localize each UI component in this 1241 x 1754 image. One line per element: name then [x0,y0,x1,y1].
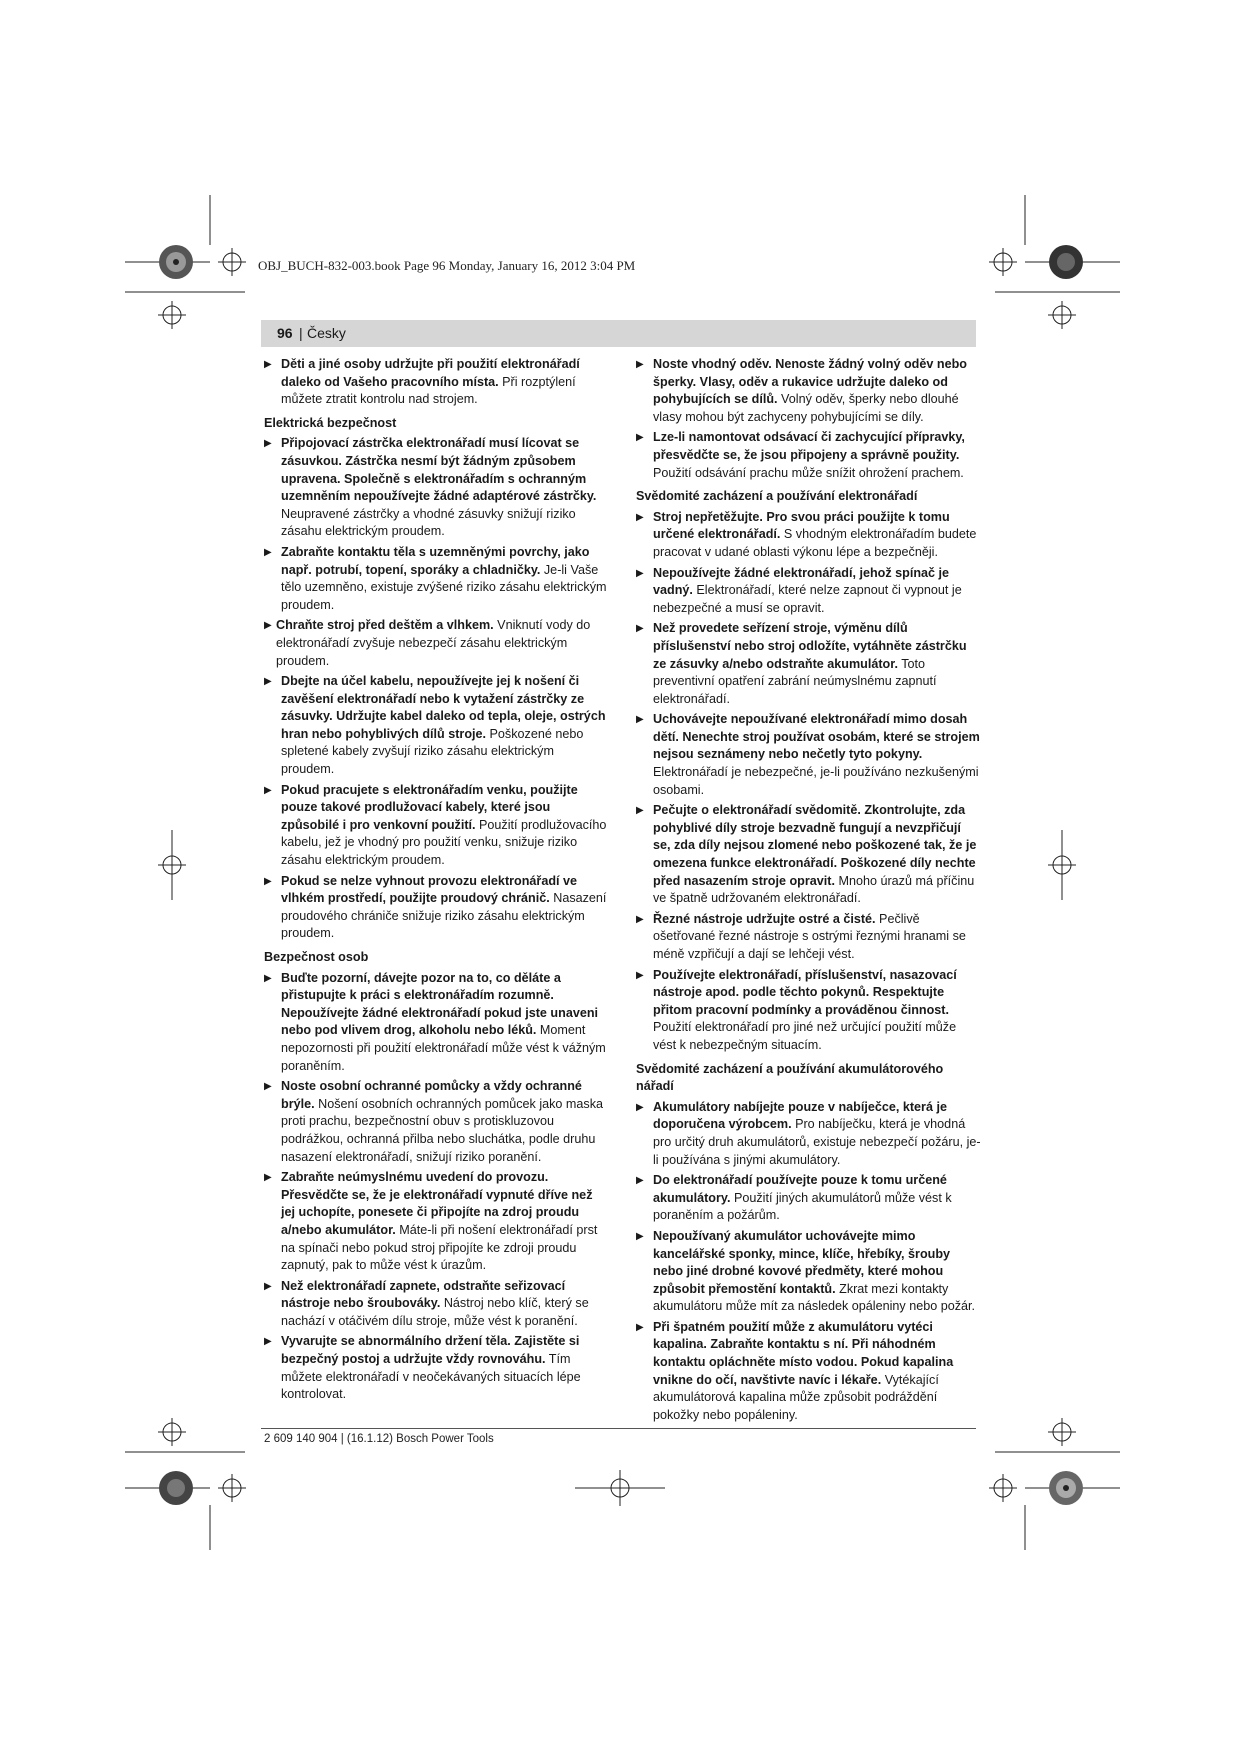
page-header-bar [261,320,976,347]
page-number: 96 [277,325,293,341]
item-bold: Děti a jiné osoby udržujte při použití elektronářadí daleko od Vašeho pracovního místa. [281,357,580,389]
item-text: Vytékající akumulátorová kapalina může způsobit podráždění pokožky nebo popáleniny. [653,1372,939,1422]
item-text: Elektronářadí je nebezpečné, je-li používáno nezkušenými osobami. [653,765,979,797]
item-bold: Lze-li namontovat odsávací či zachycující přípravky, přesvědčte se, že jsou připojeny a správně použity. [653,430,965,462]
list-item [636,1319,981,1425]
section-heading: Svědomité zacházení a používání akumulátorového nářadí [636,1061,944,1094]
item-bold: Uchovávejte nepoužívané elektronářadí mimo dosah dětí. Nenechte stroj používat osobám, které se strojem nejsou seznámeny nebo nečetly tyto pokyny. [653,712,980,762]
item-text: Vniknutí vody do elektronářadí zvyšuje nebezpečí zásahu elektrickým proudem. [276,618,591,668]
item-bold: Řezné nástroje udržujte ostré a čisté. [653,911,876,926]
item-bold: Než elektronářadí zapnete, odstraňte seřizovací nástroje nebo šroubováky. [281,1278,566,1311]
item-bold: Nepoužívaný akumulátor uchovávejte mimo kancelářské sponky, mince, klíče, hřebíky, šrouby nebo jiné drobné kovové předměty, které mohou způsobit přemostění kontaktů. [653,1228,951,1296]
footer-rule [261,1428,976,1429]
item-text: Máte-li při nošení elektronářadí prst na spínači nebo pokud stroj připojíte ke zdroji proudu zapnutý, pak to může vést k úrazům. [281,1222,598,1273]
item-bold: Akumulátory nabíjejte pouze v nabíječce, která je doporučena výrobcem. [653,1099,947,1132]
item-text: Použití elektronářadí pro jiné než určující použití může vést k nebezpečným situacím. [653,1020,957,1052]
item-bold: Pečujte o elektronářadí svědomitě. Zkontrolujte, zda pohyblivé díly stroje bezvadně fungují a nevzpřičují se, zda díly nejsou zlomené nebo poškozené tak, že je omezena funkce elektronářadí. Poškozené díly nechte před nasazením stroje opravit. [653,803,977,888]
bullet-icon: ▶ [636,432,644,444]
item-text: Volný oděv, šperky nebo dlouhé vlasy mohou být zachyceny pohybujícími se díly. [653,392,959,424]
bullet-icon: ▶ [636,1230,644,1242]
item-bold: Nepoužívejte žádné elektronářadí, jehož spínač je vadný. [653,565,950,598]
list-item [264,782,609,870]
bullet-icon: ▶ [264,1336,272,1348]
bullet-icon: ▶ [264,1081,272,1093]
bullet-icon: ▶ [636,714,644,726]
bullet-icon: ▶ [636,913,644,925]
item-bold: Používejte elektronářadí, příslušenství, nasazovací nástroje apod. podle těchto pokynů. Respektujte přitom pracovní podmínky a prováděnou činnost. [653,967,957,1017]
list-item [264,435,609,541]
bullet-icon: ▶ [264,1172,272,1184]
section-heading: Elektrická bezpečnost [264,415,397,430]
item-text: Při rozptýlení můžete ztratit kontrolu nad strojem. [281,374,576,407]
left-column [264,356,609,1407]
item-text: Moment nepozornosti při použití elektronářadí může vést k vážným poraněním. [281,1023,606,1073]
item-text: Elektronářadí, které nelze zapnout či vypnout je nebezpečné a musí se opravit. [653,583,962,615]
bullet-icon: ▶ [636,969,644,981]
list-item [636,967,981,1055]
item-bold: Pokud se nelze vyhnout provozu elektronářadí ve vlhkém prostředí, použijte proudový chránič. [281,873,578,906]
list-item [264,1078,609,1166]
header-separator: | [299,325,303,341]
item-text: Nasazení proudového chrániče snižuje riziko zásahu elektrickým proudem. [281,891,607,941]
item-bold: Při špatném použití může z akumulátoru vytéci kapalina. Zabraňte kontaktu s ní. Při náhodném kontaktu opláchněte místo vodou. Pokud kapalina vnikne do očí, navštivte navíc i lékaře. [653,1319,954,1387]
bullet-icon: ▶ [636,567,644,579]
bullet-icon: ▶ [264,359,272,370]
bullet-icon: ▶ [636,1175,644,1187]
list-item [636,620,981,708]
item-text: Použití prodlužovacího kabelu, jež je vhodný pro použití venku, snižuje riziko zásahu elektrickým proudem. [281,817,607,868]
item-bold: Chraňte stroj před deštěm a vlhkem. [276,618,494,633]
item-text: Použití jiných akumulátorů může vést k poraněním a požárům. [653,1190,952,1223]
bullet-icon: ▶ [264,676,272,688]
list-item [264,1278,609,1331]
list-item [636,565,981,618]
list-item [264,873,609,943]
section-heading: Bezpečnost osob [264,950,369,964]
list-item [264,1333,609,1403]
list-item [264,544,609,614]
list-item [264,356,609,409]
item-bold: Zabraňte neúmyslnému uvedení do provozu. Přesvědčte se, že je elektronářadí vypnuté dříve než jej uchopíte, ponesete či připojíte na zdroj proudu a/nebo akumulátor. [281,1170,593,1237]
item-bold: Připojovací zástrčka elektronářadí musí lícovat se zásuvkou. Zástrčka nesmí být žádným způsobem upravena. Společně s elektronářadím s ochranným uzemněním nepoužívejte žádné adaptérové zástrčky. [281,436,597,504]
right-column [636,356,981,1427]
list-item [636,711,981,799]
book-header: OBJ_BUCH-832-003.book Page 96 Monday, January 16, 2012 3:04 PM [258,258,636,273]
list-item [264,1169,609,1275]
bullet-icon: ▶ [636,623,644,635]
item-bold: Noste vhodný oděv. Nenoste žádný volný oděv nebo šperky. Vlasy, oděv a rukavice udržujte daleko od pohybujících se dílů. [653,357,967,407]
list-item [264,970,609,1076]
list-item [636,429,981,482]
list-item [636,1099,981,1169]
list-item [636,802,981,908]
item-text: Toto preventivní opatření zabrání neúmyslnému zapnutí elektronářadí. [653,656,937,706]
bullet-icon: ▶ [264,784,272,796]
item-text: Použití odsávání prachu může snížit ohrožení prachem. [653,465,964,480]
item-text: Poškozené nebo spletené kabely zvyšují riziko zásahu elektrickým proudem. [281,726,584,777]
item-text: Pro nabíječku, která je vhodná pro určitý druh akumulátorů, existuje nebezpečí požáru, je-li používána s jinými akumulátory. [653,1117,981,1167]
item-text: Mnoho úrazů má příčinu ve špatně udržovaném elektronářadí. [653,873,975,906]
item-bold: Buďte pozorní, dávejte pozor na to, co děláte a přistupujte k práci s elektronářadím rozumně. Nepoužívejte žádné elektronářadí pokud jste unaveni nebo pod vlivem drog, alkoholu nebo léků. [281,970,599,1038]
item-bold: Do elektronářadí používejte pouze k tomu určené akumulátory. [653,1173,947,1205]
item-bold: Pokud pracujete s elektronářadím venku, použijte pouze takové prodlužovací kabely, které jsou způsobilé i pro venkovní použití. [281,782,578,832]
bullet-icon: ▶ [636,511,644,523]
item-text: Je-li Vaše tělo uzemněno, existuje zvýšené riziko zásahu elektrickým proudem. [281,562,607,612]
item-text: Nošení osobních ochranných pomůcek jako maska proti prachu, bezpečnostní obuv s protiskluzovou podrážkou, ochranná přilba nebo sluchátka, podle druhu nasazení elektronářadí, snižují riziko poranění. [281,1096,604,1164]
bullet-icon: ▶ [264,620,272,632]
page-language: Česky [307,325,346,341]
bullet-icon: ▶ [264,546,272,558]
list-item [636,509,981,562]
item-text: Pečlivě ošetřované řezné nástroje s ostrými řeznými hranami se méně vzpřičují a dají se lehčeji vést. [653,911,966,961]
bullet-icon: ▶ [636,359,644,370]
item-bold: Vyvarujte se abnormálního držení těla. Zajistěte si bezpečný postoj a udržujte vždy rovnováhu. [281,1334,580,1367]
item-text: S vhodným elektronářadím budete pracovat v udané oblasti výkonu lépe a bezpečněji. [653,527,977,559]
bullet-icon: ▶ [636,1101,644,1113]
list-item [264,673,609,779]
item-text: Tím můžete elektronářadí v neočekávaných situacích lépe kontrolovat. [281,1352,581,1402]
bullet-icon: ▶ [264,1280,272,1292]
bullet-icon: ▶ [264,972,272,984]
bullet-icon: ▶ [636,1321,644,1333]
list-item [636,1172,981,1225]
item-text: Neupravené zástrčky a vhodné zásuvky snižují riziko zásahu elektrickým proudem. [281,506,576,539]
section-heading: Svědomité zacházení a používání elektronářadí [636,489,918,504]
item-text: Nástroj nebo klíč, který se nachází v otáčivém dílu stroje, může vést k poranění. [281,1296,589,1328]
page-footer: 2 609 140 904 | (16.1.12) Bosch Power Tools [264,1433,494,1445]
bullet-icon: ▶ [636,805,644,817]
item-bold: Noste osobní ochranné pomůcky a vždy ochranné brýle. [281,1079,582,1111]
list-item [636,356,981,426]
bullet-icon: ▶ [264,438,272,450]
item-text: Zkrat mezi kontakty akumulátoru může mít za následek opáleniny nebo požár. [653,1281,976,1314]
item-bold: Stroj nepřetěžujte. Pro svou práci použijte k tomu určené elektronářadí. [653,509,950,542]
item-bold: Dbejte na účel kabelu, nepoužívejte jej k nošení či zavěšení elektronářadí nebo k vytažení zástrčky ze zásuvky. Udržujte kabel daleko od tepla, oleje, ostrých hran nebo pohyblivých dílů stroje. [281,674,606,741]
item-bold: Než provedete seřízení stroje, výměnu dílů příslušenství nebo stroj odložíte, vytáhněte zástrčku ze zásuvky a/nebo odstraňte akumulátor. [653,621,967,671]
list-item [636,911,981,964]
list-item [636,1228,981,1316]
bullet-icon: ▶ [264,875,272,887]
item-bold: Zabraňte kontaktu těla s uzemněnými povrchy, jako např. potrubí, topení, sporáky a chladničky. [281,544,590,577]
list-item [264,617,609,670]
